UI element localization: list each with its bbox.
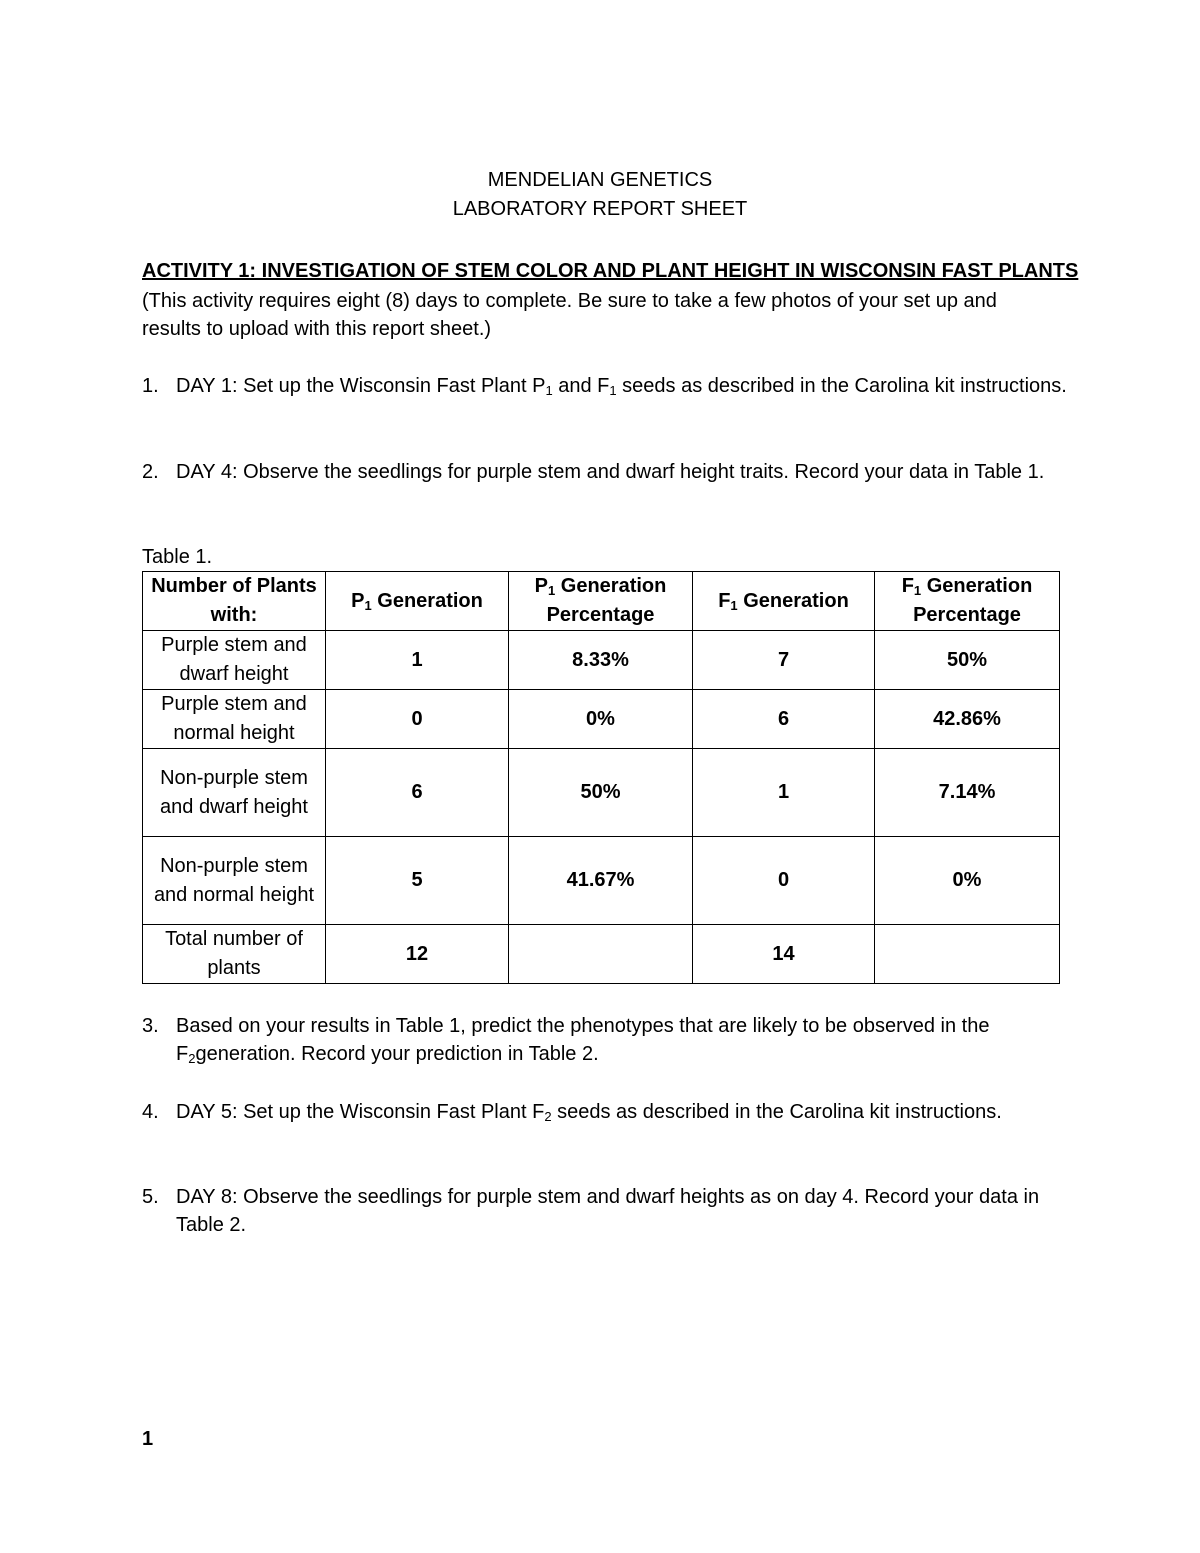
table-row <box>143 749 1060 837</box>
page-number: 1 <box>142 1428 154 1450</box>
cell-p1: 1 <box>326 631 509 690</box>
cell-f1-pct: 50% <box>875 631 1060 690</box>
results-table <box>142 571 1060 984</box>
header-p1-generation: $P_1$ Generation <box>326 572 509 631</box>
table-row <box>143 837 1060 925</box>
cell-p1-pct <box>509 925 693 984</box>
table-header-row <box>143 572 1060 631</box>
step-text: Based on your results in Table 1, predict the phenotypes that are likely to be observed in the $F_2generation$. Record your prediction in Table 2. <box>176 1015 990 1066</box>
cell-f1: 6 <box>693 690 875 749</box>
cell-p1: 0 <box>326 690 509 749</box>
step-3 <box>142 1012 1072 1068</box>
cell-p1: 5 <box>326 837 509 925</box>
row-label: Non-purple stem and normal height <box>143 837 326 925</box>
step-number: 1. <box>142 375 159 397</box>
step-text: DAY 8: Observe the seedlings for purple stem and dwarf heights as on day 4. Record your data in Table 2. <box>176 1186 1040 1236</box>
cell-f1-pct: 0% <box>875 837 1060 925</box>
cell-p1: 12 <box>326 925 509 984</box>
table-caption: Table 1. <box>142 546 213 568</box>
header-f1-percentage: $F_1$ Generation Percentage <box>875 572 1060 631</box>
step-number: 5. <box>142 1186 159 1208</box>
step-5 <box>142 1183 1072 1239</box>
step-text: DAY 4: Observe the seedlings for purple stem and dwarf height traits. Record your data in Table 1. <box>176 461 1045 483</box>
document-title: MENDELIAN GENETICS <box>487 169 713 191</box>
header-number-of-plants: Number of Plants with: <box>143 572 326 631</box>
cell-f1: 7 <box>693 631 875 690</box>
step-number: 2. <box>142 461 159 483</box>
cell-f1-pct: 42.86% <box>875 690 1060 749</box>
cell-p1-pct: 8.33% <box>509 631 693 690</box>
cell-p1: 6 <box>326 749 509 837</box>
table-total-row <box>143 925 1060 984</box>
document-subtitle: LABORATORY REPORT SHEET <box>452 198 748 220</box>
row-label: Purple stem and normal height <box>143 690 326 749</box>
header-f1-generation: $F_1$ Generation <box>693 572 875 631</box>
step-text: DAY 1: Set up the Wisconsin Fast Plant $P_1$ and $F_1$ seeds as described in the Carolina kit instructions. <box>176 375 1067 398</box>
step-number: 3. <box>142 1015 159 1037</box>
cell-p1-pct: 50% <box>509 749 693 837</box>
cell-p1-pct: 41.67% <box>509 837 693 925</box>
step-number: 4. <box>142 1101 159 1123</box>
activity-heading-text: ACTIVITY 1: INVESTIGATION OF STEM COLOR AND PLANT HEIGHT IN WISCONSIN FAST PLANTS <box>142 260 1079 282</box>
step-4 <box>142 1098 1072 1126</box>
table-row <box>143 690 1060 749</box>
row-label: Purple stem and dwarf height <box>143 631 326 690</box>
activity-intro: (This activity requires eight (8) days to complete. Be sure to take a few photos of your set up and results to upload with this report sheet.) <box>142 290 997 340</box>
row-label: Non-purple stem and dwarf height <box>143 749 326 837</box>
step-1 <box>142 372 1072 400</box>
table-row <box>143 631 1060 690</box>
activity-heading <box>142 257 1078 286</box>
step-text: DAY 5: Set up the Wisconsin Fast Plant $F_2$ seeds as described in the Carolina kit instructions. <box>176 1101 1002 1124</box>
cell-f1-pct <box>875 925 1060 984</box>
cell-f1-pct: 7.14% <box>875 749 1060 837</box>
row-label: Total number of plants <box>143 925 326 984</box>
cell-f1: 1 <box>693 749 875 837</box>
cell-f1: 14 <box>693 925 875 984</box>
cell-f1: 0 <box>693 837 875 925</box>
header-p1-percentage: $P_1$ Generation Percentage <box>509 572 693 631</box>
cell-p1-pct: 0% <box>509 690 693 749</box>
step-2 <box>142 458 1072 486</box>
